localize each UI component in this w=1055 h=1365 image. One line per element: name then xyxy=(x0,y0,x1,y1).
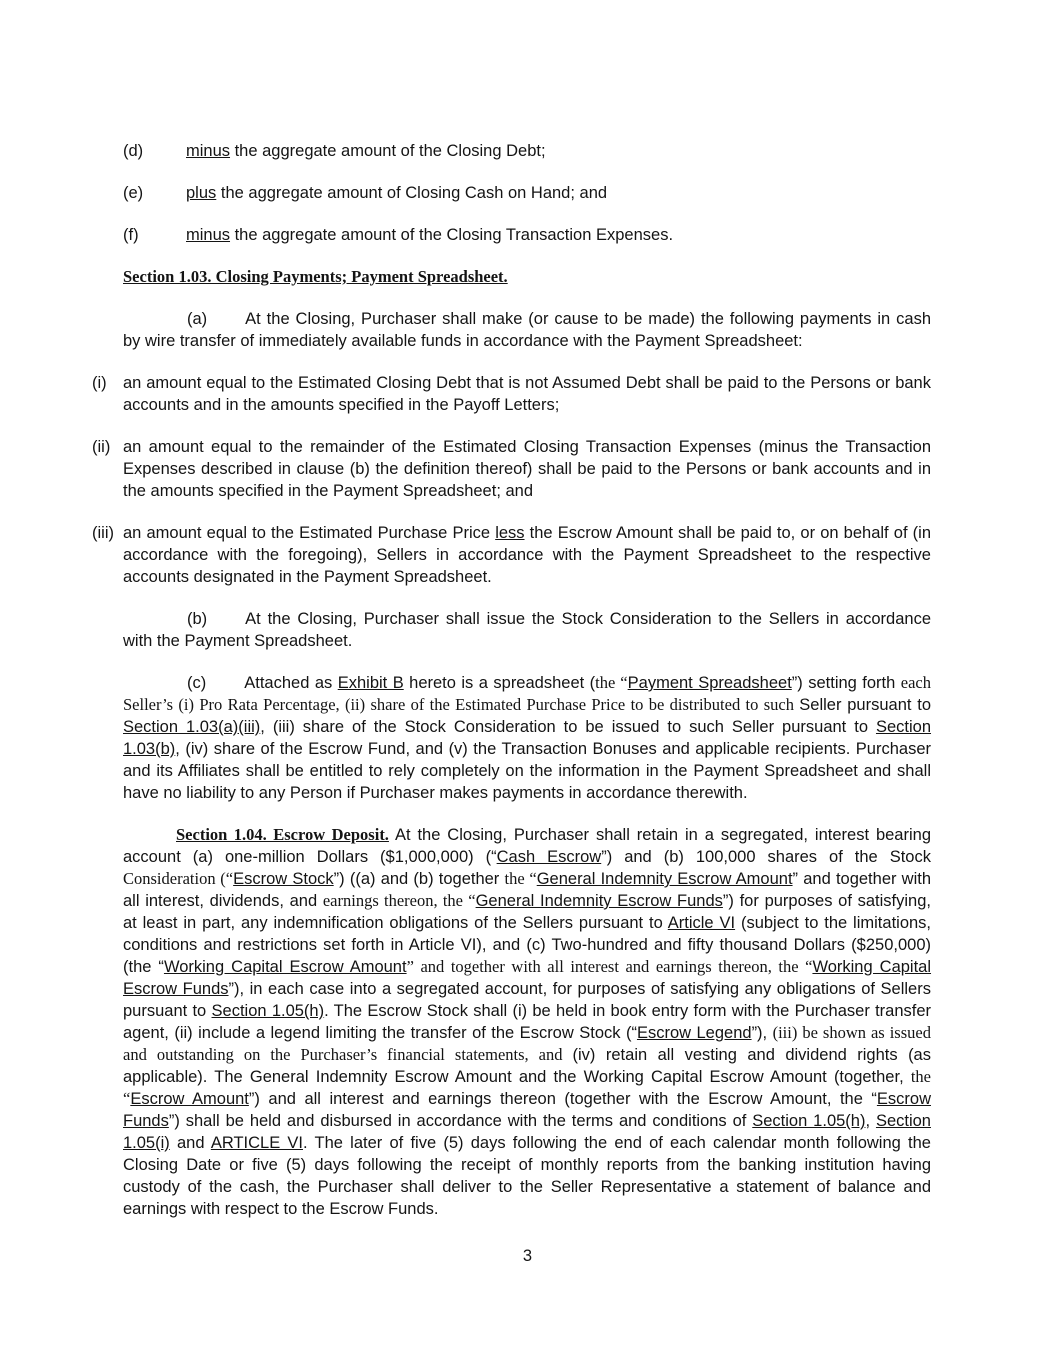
defined-term: less xyxy=(495,524,525,542)
text-run: ”) ((a) and (b) together xyxy=(333,870,505,888)
subclause-ii xyxy=(92,436,931,502)
text-run: the aggregate amount of the Closing Transaction Expenses. xyxy=(230,226,674,244)
item-label: (ii) xyxy=(92,438,111,456)
defined-term: Section 1.05(h) xyxy=(752,1112,866,1130)
subclause-i xyxy=(92,372,931,416)
text-run: At the Closing, Purchaser shall make (or cause to be made) the following payments in cash by wire transfer of immediately available funds in accordance with the Payment Spreadsheet: xyxy=(123,310,931,350)
document-content xyxy=(92,140,932,1240)
section-1-03-heading xyxy=(123,266,931,288)
defined-term: Escrow Stock xyxy=(233,870,334,888)
defined-term: Section 1.05(i) xyxy=(123,1112,931,1152)
item-label: (f) xyxy=(123,226,139,244)
text-run: ”) for purposes of satisfying, at least in part, any indemnification obligations of the Sellers pursuant to xyxy=(123,892,931,932)
section-1-04-paragraph xyxy=(123,824,931,1220)
clause-b xyxy=(123,608,931,652)
text-run: Seller pursuant to xyxy=(799,696,932,714)
text-run: . The Escrow Stock shall (i) be held in book entry form with the Purchaser transfer agent, (ii) include a legend limiting the transfer of the Escrow Stock (“ xyxy=(123,1002,932,1042)
defined-term: General Indemnity Escrow Funds xyxy=(475,892,723,910)
text-run: each Seller’s (i) Pro Rata Percentage, (ii) share of the Estimated Purchase Price to be distributed to such xyxy=(123,673,931,714)
text-run: ”), in each case into a segregated account, for purposes of satisfying any obligations of Sellers pursuant to xyxy=(123,980,931,1020)
item-label: (iii) xyxy=(92,524,114,542)
defined-term: minus xyxy=(186,226,231,244)
text-run: ”) setting forth xyxy=(791,674,901,692)
clause-a xyxy=(123,308,931,352)
defined-term: ARTICLE VI xyxy=(210,1134,304,1152)
defined-term: Working Capital Escrow Amount xyxy=(163,958,407,976)
defined-term: Article VI xyxy=(667,914,736,932)
text-run: ” xyxy=(406,957,421,976)
text-run: . The later of five (5) days following the end of each calendar month following the Closing Date or five (5) days following the receipt of monthly reports from the banking institution having custody of the cash, the Purchaser shall deliver to the Seller Representative a statement of balance and earnings with respect to the Escrow Funds. xyxy=(123,1134,931,1218)
defined-term: Section 1.03(b) xyxy=(123,718,932,758)
item-label: (a) xyxy=(187,310,208,328)
text-run: Consideration (“ xyxy=(123,869,234,888)
text-run: the Escrow Amount shall be paid to, or on behalf of (in accordance with the foregoing), Sellers in accordance with the Payment Spreadsheet to the respective accounts designated in the Payment Spreadsheet. xyxy=(123,524,932,586)
item-label: (b) xyxy=(187,610,208,628)
text-run: earnings thereon, the “ xyxy=(322,891,476,910)
defined-term: Working Capital Escrow Funds xyxy=(123,958,932,998)
defined-term: Exhibit B xyxy=(337,674,404,692)
text-run: the aggregate amount of Closing Cash on Hand; and xyxy=(216,184,608,202)
defined-term: Payment Spreadsheet xyxy=(627,674,792,692)
text-run: , xyxy=(865,1112,876,1130)
text-run: the “ xyxy=(504,869,537,888)
text-run: and together with all interest and earnings thereon, the “ xyxy=(420,957,813,976)
text-run: At the Closing, Purchaser shall issue the Stock Consideration to the Sellers in accordance with the Payment Spreadsheet. xyxy=(123,610,931,650)
item-label: (e) xyxy=(123,184,144,202)
defined-term: Section 1.03(a)(iii) xyxy=(123,718,261,736)
text-run: the “ xyxy=(123,1067,931,1108)
defined-term: Escrow Funds xyxy=(123,1090,931,1130)
text-run: At the Closing, Purchaser shall retain in a segregated, interest bearing account (a) one-million Dollars ($1,000,000) (“ xyxy=(123,826,931,866)
text-run: ”) shall be held and disbursed in accordance with the terms and conditions of xyxy=(168,1112,753,1130)
defined-term: Escrow Legend xyxy=(636,1024,752,1042)
defined-term: General Indemnity Escrow Amount xyxy=(536,870,793,888)
text-run: an amount equal to the remainder of the Estimated Closing Transaction Expenses (minus the Transaction Expenses described in clause (b) the definition thereof) shall be paid to the Persons or bank accounts and in the amounts specified in the Payment Spreadsheet; and xyxy=(123,438,931,500)
text-run: ”), xyxy=(751,1024,773,1042)
text-run: ”) and all interest and earnings thereon (together with the Escrow Amount, the “ xyxy=(248,1090,877,1108)
defined-term: Cash Escrow xyxy=(496,848,602,866)
text-run: , (iii) share of the Stock Consideration to be issued to such Seller pursuant to xyxy=(260,718,876,736)
text-run: an amount equal to the Estimated Purchase Price xyxy=(123,524,496,542)
subclause-iii xyxy=(92,522,932,588)
text-run: Attached as xyxy=(244,674,338,692)
defined-term: Section 1.03. Closing Payments; Payment Spreadsheet. xyxy=(123,267,508,286)
text-run: (subject to the limitations, conditions and restrictions set forth in Article VI), and (c) Two-hundred and fifty thousand Dollars ($250,000) (the “ xyxy=(123,914,931,976)
text-run: the aggregate amount of the Closing Debt; xyxy=(230,142,546,160)
item-label: (c) xyxy=(187,674,207,692)
text-run: (iii) be shown as issued and outstanding on the Purchaser’s financial statements, and xyxy=(123,1023,931,1064)
text-run: an amount equal to the Estimated Closing Debt that is not Assumed Debt shall be paid to the Persons or bank accounts and in the amounts specified in the Payoff Letters; xyxy=(123,374,931,414)
text-run: , (iv) share of the Escrow Fund, and (v) the Transaction Bonuses and applicable recipients. Purchaser and its Affiliates shall be entitled to rely completely on the information in the Payment Spreadsheet and shall have no liability to any Person if Purchaser makes payments in accordance therewith. xyxy=(123,740,931,802)
text-run: ”) and (b) 100,000 shares of the Stock xyxy=(601,848,931,866)
text-run: hereto is a spreadsheet ( xyxy=(403,674,596,692)
text-run: and xyxy=(169,1134,211,1152)
defined-term: Section 1.04. Escrow Deposit. xyxy=(176,825,389,844)
defined-term: plus xyxy=(186,184,217,202)
defined-term: Escrow Amount xyxy=(130,1090,249,1108)
clause-f xyxy=(123,224,931,246)
defined-term: minus xyxy=(186,142,231,160)
clause-e xyxy=(123,182,931,204)
item-label: (d) xyxy=(123,142,144,160)
text-run: (iv) retain all vesting and dividend rights (as applicable). The General Indemnity Escrow Amount and the Working Capital Escrow Amount (together, xyxy=(123,1046,931,1086)
text-run: the “ xyxy=(595,673,628,692)
item-label: (i) xyxy=(92,374,107,392)
clause-c xyxy=(123,672,931,804)
page-number: 3 xyxy=(522,1247,533,1265)
clause-d xyxy=(123,140,931,162)
defined-term: Section 1.05(h) xyxy=(211,1002,325,1020)
text-run: ” and together with all interest, dividends, and xyxy=(123,870,932,910)
